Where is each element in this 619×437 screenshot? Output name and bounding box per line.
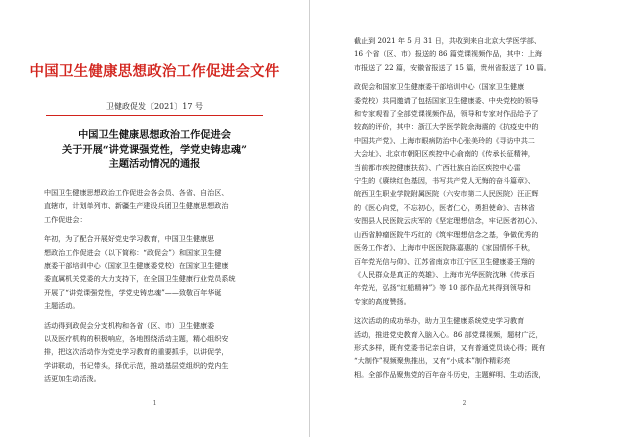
document-number: 卫健政促发〔2021〕17 号 [105, 102, 204, 111]
body-line: 截止到 2021 年 5 月 31 日，共收到来自北京大学医学部、 [354, 36, 541, 45]
document-body [44, 186, 267, 386]
body-line: 山西省肿瘤医院牛巧红的《筑牢理想信念之基，争做优秀的 [354, 229, 539, 239]
body-line: 宁生的《赓续红色基因，书写共产党人无悔的奋斗篇章》、 [354, 176, 535, 186]
body-line: 专家的高度赞扬。 [354, 296, 411, 306]
body-line: 以及医疗机构的积极响应，各地围绕活动主题，精心组织安 [44, 334, 229, 344]
body-line: 活动得到政促会分支机构和各省（区、市）卫生健康委 [44, 320, 215, 330]
body-line: 委党校）共同邀请了包括国家卫生健康委、中央党校的领导 [354, 95, 539, 105]
body-line: 政促会和国家卫生健康委干部培训中心（国家卫生健康 [354, 82, 525, 92]
body-line: 直辖市，计划单列市、新疆生产建设兵团卫生健康思想政治 [44, 201, 229, 211]
body-line: 学讲联动，书记带头，择优示范，推动基层党组织的党内生 [44, 360, 229, 370]
document-page-left [0, 0, 309, 437]
title-line: 主题活动情况的通报 [108, 158, 201, 170]
body-line: 年初，为了配合开展好党史学习教育，中国卫生健康思 [44, 234, 215, 244]
body-line: 中国卫生健康思想政治工作促进会各会员、各省、自治区、 [44, 188, 229, 197]
body-line: 百年党光信与仰》、江苏省南京市江宁区卫生健康委王翔的 [354, 256, 535, 266]
body-line: 当前都市疾控健康扶贫》、广西壮族自治区疾控中心雷 [354, 162, 521, 172]
red-separator-line [46, 115, 263, 116]
body-line: 医务工作者》、上海市中医医院陈嘉惠的《家国情怀千秋， [354, 243, 535, 253]
body-line: 安图县人民医院云庆军的《坚定理想信念，牢记医者初心》、 [354, 216, 542, 226]
document-header: 中国卫生健康思想政治工作促进会文件 [29, 63, 280, 80]
body-line: 活更加生动活泼。 [44, 374, 101, 384]
body-line: 想政治工作促进会（以下简称：“政促会”）和国家卫生健 [44, 247, 222, 257]
body-line: 中国共产党》、上海市眼病防治中心张美玲的《寻访中共二 [354, 135, 535, 145]
body-line: 开展了“讲党课强党性，学党史铸忠魂”——致敬百年华诞 [44, 287, 222, 297]
body-line: 康委干部培训中心（国家卫生健康委党校）在国家卫生健康 [44, 261, 229, 271]
body-line: 委直属机关党委的大力支持下，在全国卫生健康行业党员系统 [44, 274, 236, 284]
body-line: 形式多样，既有党委书记亲自讲，又有普通党员谈心得；既有 [354, 342, 546, 352]
body-line: 市报送了 22 篇，安徽省报送了 15 篇，贵州省报送了 10 篇。 [354, 62, 551, 72]
page-number: 1 [152, 400, 157, 407]
document-body [354, 34, 576, 381]
body-line: 相。全部作品聚焦党的百年奋斗历史，主题鲜明、生动活泼， [354, 369, 546, 379]
document-page-right [310, 0, 619, 437]
body-line: 这次活动的成功举办，助力卫生健康系统党史学习教育 [354, 316, 525, 326]
body-line: 排，把这次活动作为党史学习教育的重要抓手，以讲促学， [44, 347, 229, 357]
body-line: 较高的评价，其中：浙江大学医学院余海震的《抗疫史中的 [354, 122, 539, 132]
body-line: 大会址》、北京市朝阳区疾控中心俞南的《传承长征精神， [354, 149, 535, 159]
body-line: 16 个省（区、市）报送的 86 篇党课视频作品，其中：上海 [354, 49, 542, 59]
body-line: 和专家观看了全部党课视频作品，领导和专家对作品给予了 [354, 109, 539, 119]
title-line: 中国卫生健康思想政治工作促进会 [78, 129, 231, 141]
body-line: 《人民群众是真正的英雄》、上海市光华医院沈琳《传承百 [354, 269, 535, 279]
body-line: 的《医心向党，不忘初心，医者仁心，勇担使命》、吉林省 [354, 202, 535, 212]
body-line: 皖西卫生职业学院附属医院（六安市第二人民医院）汪正辉 [354, 189, 539, 199]
body-line: 工作促进会： [44, 214, 87, 224]
page-number: 2 [462, 400, 467, 407]
body-line: 活动，推进党史教育入脑入心。86 部党课视频，题材广泛， [354, 329, 543, 339]
body-line: “大制作”视频聚焦推出，又有“小成本”制作精彩亮 [354, 356, 511, 366]
body-line: 主题活动。 [44, 301, 80, 311]
title-line: 关于开展“讲党课强党性，学党史铸忠魂” [62, 143, 247, 156]
document-title [40, 128, 269, 172]
body-line: 年党光，弘扬“红船精神”》等 10 部作品尤其得到领导和 [354, 283, 531, 293]
